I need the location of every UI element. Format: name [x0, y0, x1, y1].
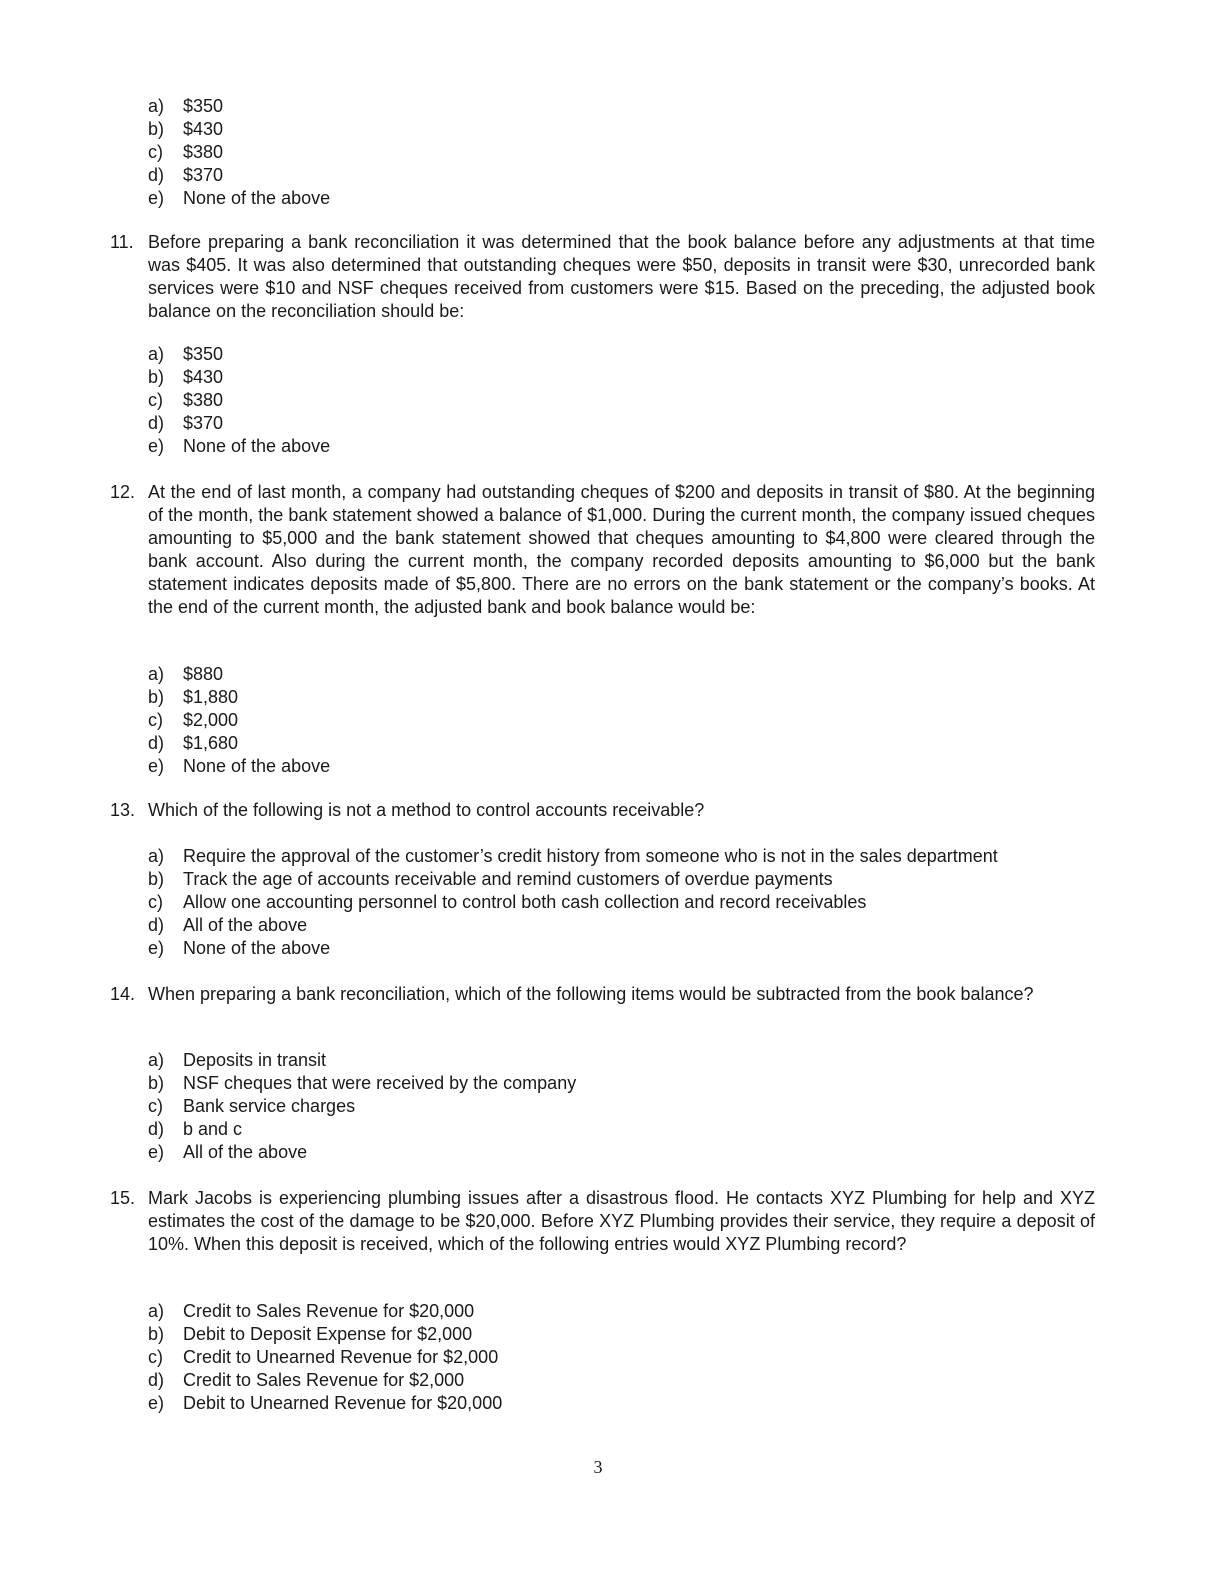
option-letter: c) — [148, 142, 163, 162]
option-b — [148, 868, 998, 891]
option-d — [148, 914, 998, 937]
option-b — [148, 1323, 502, 1346]
option-b — [148, 118, 330, 141]
option-text: NSF cheques that were received by the company — [183, 1073, 577, 1093]
question-text: Before preparing a bank reconciliation it was determined that the book balance before any adjustments at that time was $405. It was also determined that outstanding cheques were $50, deposits in transit were $30, unrecorded bank services were $10 and NSF cheques received from customers were $15. Based on the preceding, the adjusted book balance on the reconciliation should be: — [148, 232, 1095, 321]
option-e — [148, 937, 998, 960]
question-11 — [110, 231, 1095, 323]
question-text: Which of the following is not a method to control accounts receivable? — [148, 800, 705, 820]
option-text: All of the above — [183, 915, 308, 935]
option-text: Debit to Deposit Expense for $2,000 — [183, 1324, 473, 1344]
option-text: Deposits in transit — [183, 1050, 327, 1070]
option-text: Credit to Sales Revenue for $2,000 — [183, 1370, 465, 1390]
option-text: $380 — [183, 390, 224, 410]
option-letter: b) — [148, 367, 165, 387]
option-b — [148, 686, 330, 709]
question-14-options — [148, 1049, 576, 1164]
option-text: $350 — [183, 344, 224, 364]
option-letter: a) — [148, 846, 165, 866]
option-letter: a) — [148, 96, 165, 116]
question-number: 13. — [110, 800, 136, 820]
option-e — [148, 1392, 502, 1415]
option-d — [148, 164, 330, 187]
option-text: $1,880 — [183, 687, 239, 707]
option-letter: b) — [148, 687, 165, 707]
option-text: None of the above — [183, 188, 331, 208]
option-text: $1,680 — [183, 733, 239, 753]
option-c — [148, 891, 998, 914]
option-letter: e) — [148, 938, 165, 958]
option-text: None of the above — [183, 756, 331, 776]
page-number: 3 — [593, 1457, 603, 1477]
option-text: Debit to Unearned Revenue for $20,000 — [183, 1393, 503, 1413]
option-a — [148, 343, 330, 366]
option-e — [148, 435, 330, 458]
option-letter: a) — [148, 1050, 165, 1070]
option-c — [148, 141, 330, 164]
option-text: Credit to Unearned Revenue for $2,000 — [183, 1347, 499, 1367]
option-text: None of the above — [183, 938, 331, 958]
option-d — [148, 1118, 576, 1141]
option-a — [148, 845, 998, 868]
question-15-options — [148, 1300, 502, 1415]
option-letter: b) — [148, 1073, 165, 1093]
option-text: Track the age of accounts receivable and remind customers of overdue payments — [183, 869, 833, 889]
option-d — [148, 732, 330, 755]
option-text: $430 — [183, 367, 224, 387]
option-text: Bank service charges — [183, 1096, 356, 1116]
question-number: 15. — [110, 1188, 136, 1208]
question-12 — [110, 481, 1095, 619]
question-text: At the end of last month, a company had outstanding cheques of $200 and deposits in transit of $80. At the beginning of the month, the bank statement showed a balance of $1,000. During the current month, the company issued cheques amounting to $5,000 and the bank statement showed that cheques amounting to $4,800 were cleared through the bank account. Also during the current month, the company recorded deposits amounting to $6,000 but the bank statement indicates deposits made of $5,800. There are no errors on the bank statement or the company’s books. At the end of the current month, the adjusted bank and book balance would be: — [148, 482, 1095, 617]
option-letter: d) — [148, 915, 165, 935]
option-letter: e) — [148, 188, 165, 208]
option-letter: b) — [148, 869, 165, 889]
option-text: $430 — [183, 119, 224, 139]
option-text: $370 — [183, 165, 224, 185]
question-14 — [110, 983, 1095, 1006]
option-c — [148, 709, 330, 732]
question-15 — [110, 1187, 1095, 1256]
question-13 — [110, 799, 1095, 822]
option-e — [148, 755, 330, 778]
option-text: $880 — [183, 664, 224, 684]
option-e — [148, 1141, 576, 1164]
option-b — [148, 366, 330, 389]
option-a — [148, 95, 330, 118]
option-letter: d) — [148, 733, 165, 753]
option-letter: a) — [148, 344, 165, 364]
option-text: None of the above — [183, 436, 331, 456]
question-11-options — [148, 343, 330, 458]
question-number: 12. — [110, 482, 136, 502]
option-text: Require the approval of the customer’s credit history from someone who is not in the sales department — [183, 846, 998, 866]
option-letter: e) — [148, 756, 165, 776]
option-letter: c) — [148, 892, 163, 912]
option-text: All of the above — [183, 1142, 308, 1162]
question-text: When preparing a bank reconciliation, which of the following items would be subtracted from the book balance? — [148, 984, 1034, 1004]
prev-question-options — [148, 95, 330, 210]
option-letter: e) — [148, 1393, 165, 1413]
option-d — [148, 1369, 502, 1392]
option-text: $350 — [183, 96, 224, 116]
option-c — [148, 389, 330, 412]
option-letter: a) — [148, 664, 165, 684]
option-letter: c) — [148, 1096, 163, 1116]
option-text: $2,000 — [183, 710, 239, 730]
question-13-options — [148, 845, 998, 960]
option-c — [148, 1346, 502, 1369]
option-letter: e) — [148, 436, 165, 456]
option-a — [148, 1049, 576, 1072]
option-text: b and c — [183, 1119, 243, 1139]
option-letter: b) — [148, 119, 165, 139]
option-a — [148, 663, 330, 686]
option-text: $370 — [183, 413, 224, 433]
option-d — [148, 412, 330, 435]
question-number: 11. — [110, 232, 134, 252]
option-letter: a) — [148, 1301, 165, 1321]
option-text: Allow one accounting personnel to control both cash collection and record receivables — [183, 892, 867, 912]
option-letter: d) — [148, 1119, 165, 1139]
option-letter: d) — [148, 165, 165, 185]
option-letter: c) — [148, 1347, 163, 1367]
option-letter: e) — [148, 1142, 165, 1162]
option-a — [148, 1300, 502, 1323]
option-letter: c) — [148, 390, 163, 410]
option-e — [148, 187, 330, 210]
option-letter: d) — [148, 413, 165, 433]
option-letter: d) — [148, 1370, 165, 1390]
question-number: 14. — [110, 984, 136, 1004]
option-letter: c) — [148, 710, 163, 730]
option-text: $380 — [183, 142, 224, 162]
option-b — [148, 1072, 576, 1095]
option-c — [148, 1095, 576, 1118]
option-text: Credit to Sales Revenue for $20,000 — [183, 1301, 475, 1321]
question-text: Mark Jacobs is experiencing plumbing issues after a disastrous flood. He contacts XYZ Plumbing for help and XYZ estimates the cost of the damage to be $20,000. Before XYZ Plumbing provides their service, they require a deposit of 10%. When this deposit is received, which of the following entries would XYZ Plumbing record? — [148, 1188, 1095, 1254]
question-12-options — [148, 663, 330, 778]
option-letter: b) — [148, 1324, 165, 1344]
